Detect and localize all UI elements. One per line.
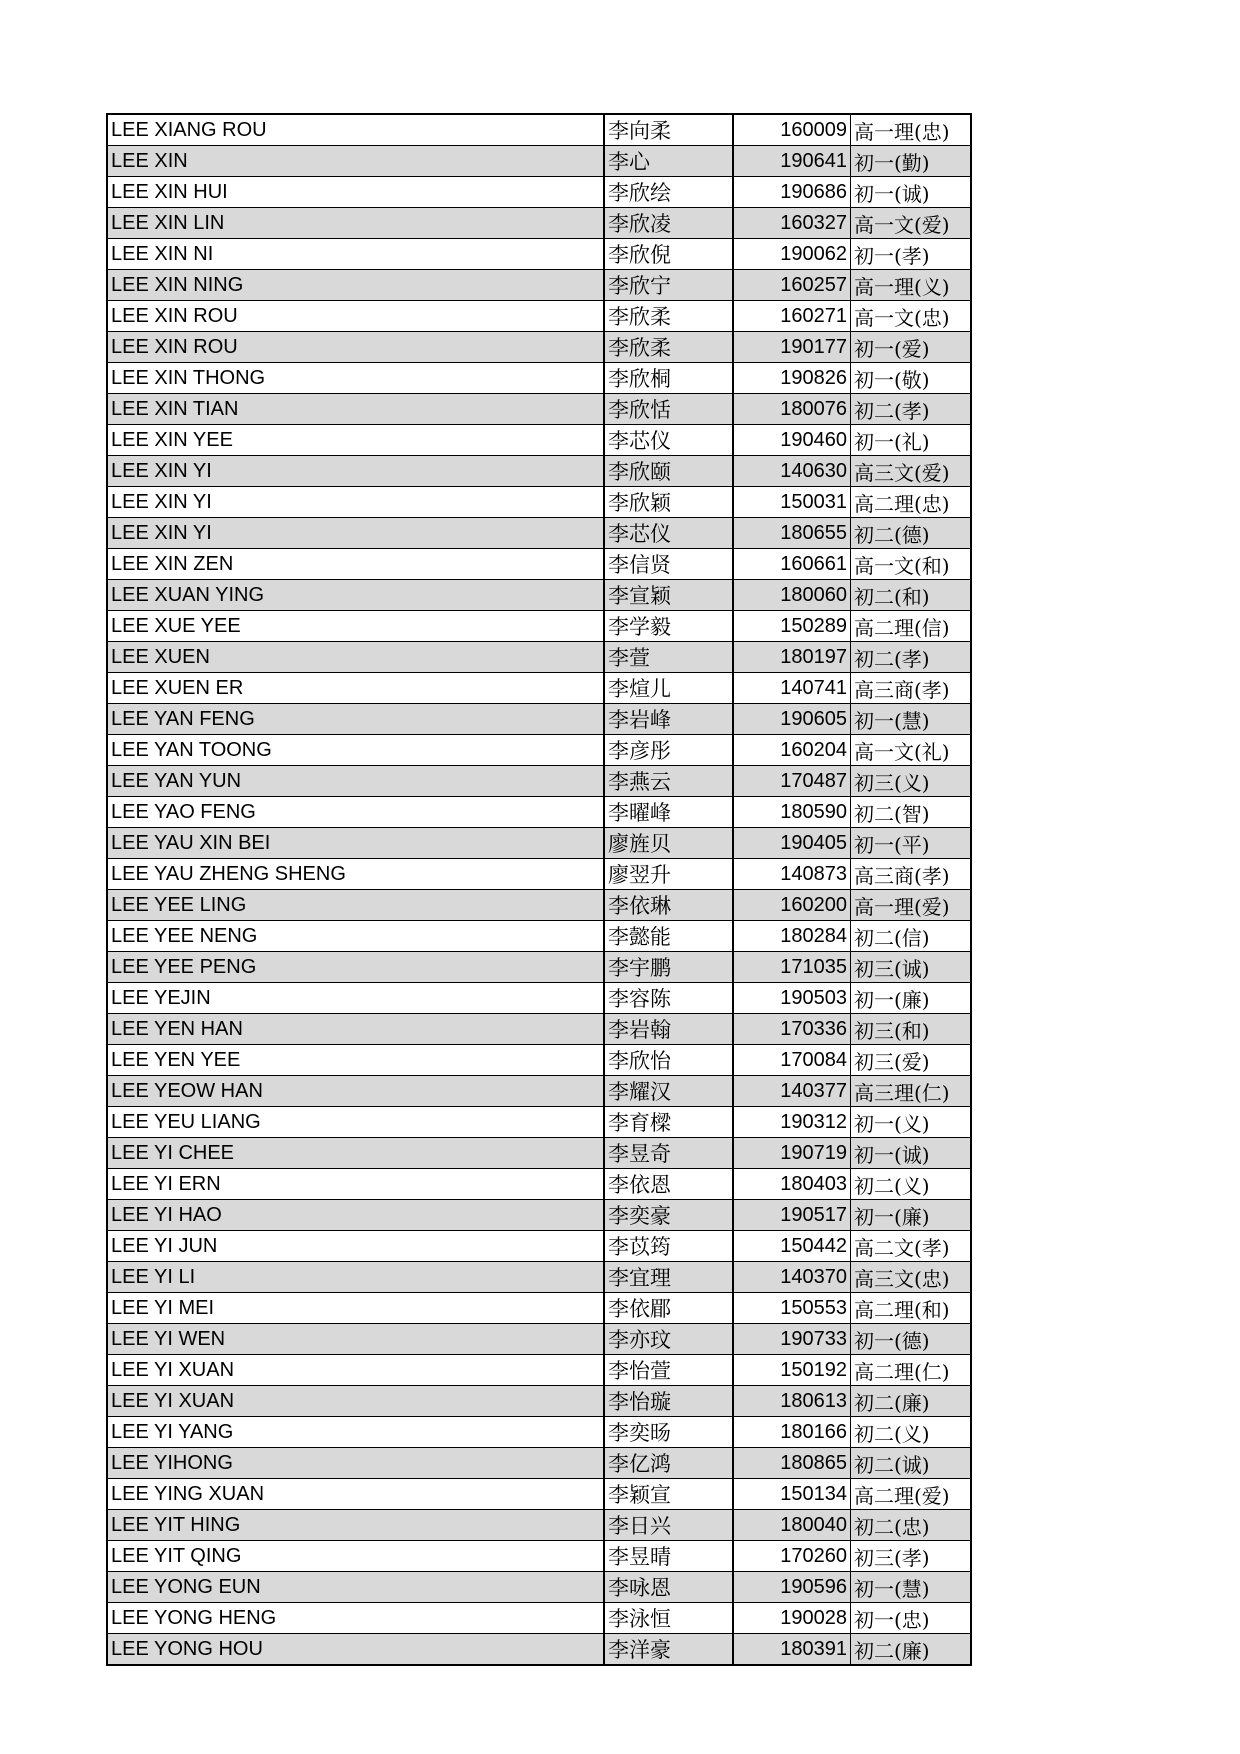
student-name-en: LEE XIN LIN	[107, 208, 604, 239]
student-class: 初三(和)	[851, 1014, 972, 1045]
table-row	[107, 1138, 971, 1169]
student-class: 高二理(信)	[851, 611, 972, 642]
student-name-en: LEE XIANG ROU	[107, 114, 604, 146]
table-row	[107, 766, 971, 797]
student-name-en: LEE XIN YI	[107, 487, 604, 518]
table-row	[107, 1448, 971, 1479]
table-row	[107, 518, 971, 549]
student-name-cn: 李依郿	[604, 1293, 733, 1324]
student-name-en: LEE YAU XIN BEI	[107, 828, 604, 859]
student-name-cn: 李宇鹏	[604, 952, 733, 983]
student-name-en: LEE XIN NING	[107, 270, 604, 301]
student-name-cn: 李欣柔	[604, 332, 733, 363]
student-class: 高三文(忠)	[851, 1262, 972, 1293]
student-name-en: LEE YAN FENG	[107, 704, 604, 735]
student-class: 高一文(忠)	[851, 301, 972, 332]
student-name-en: LEE XIN YI	[107, 518, 604, 549]
student-id: 190641	[733, 146, 851, 177]
student-name-en: LEE YONG HENG	[107, 1603, 604, 1634]
student-name-cn: 李心	[604, 146, 733, 177]
table-row	[107, 394, 971, 425]
student-name-en: LEE XUE YEE	[107, 611, 604, 642]
student-id: 180655	[733, 518, 851, 549]
student-name-cn: 李向柔	[604, 114, 733, 146]
student-class: 高一理(义)	[851, 270, 972, 301]
student-name-cn: 李曜峰	[604, 797, 733, 828]
student-name-cn: 李欣绘	[604, 177, 733, 208]
student-name-cn: 李依琳	[604, 890, 733, 921]
student-name-cn: 李日兴	[604, 1510, 733, 1541]
student-name-en: LEE YEN YEE	[107, 1045, 604, 1076]
table-row	[107, 1355, 971, 1386]
student-id: 190686	[733, 177, 851, 208]
student-name-en: LEE XIN	[107, 146, 604, 177]
student-id: 170487	[733, 766, 851, 797]
table-row	[107, 1293, 971, 1324]
student-class: 初一(孝)	[851, 239, 972, 270]
student-name-cn: 李欣颐	[604, 456, 733, 487]
student-class: 初三(义)	[851, 766, 972, 797]
student-class: 初一(慧)	[851, 704, 972, 735]
student-class: 初三(爱)	[851, 1045, 972, 1076]
student-id: 140873	[733, 859, 851, 890]
table-row	[107, 797, 971, 828]
student-name-en: LEE YING XUAN	[107, 1479, 604, 1510]
student-name-en: LEE YI XUAN	[107, 1386, 604, 1417]
table-row	[107, 239, 971, 270]
student-name-cn: 李育樑	[604, 1107, 733, 1138]
student-name-cn: 李昱奇	[604, 1138, 733, 1169]
student-name-cn: 李信贤	[604, 549, 733, 580]
student-name-en: LEE XIN NI	[107, 239, 604, 270]
student-name-cn: 李怡萱	[604, 1355, 733, 1386]
student-name-cn: 李宜理	[604, 1262, 733, 1293]
student-name-cn: 李学毅	[604, 611, 733, 642]
student-id: 180590	[733, 797, 851, 828]
student-name-en: LEE XIN TIAN	[107, 394, 604, 425]
student-class: 高三商(孝)	[851, 859, 972, 890]
student-class: 高一文(爱)	[851, 208, 972, 239]
table-row	[107, 363, 971, 394]
table-row	[107, 1510, 971, 1541]
table-row	[107, 1231, 971, 1262]
table-row	[107, 146, 971, 177]
student-id: 150192	[733, 1355, 851, 1386]
student-class: 高三商(孝)	[851, 673, 972, 704]
student-id: 180166	[733, 1417, 851, 1448]
student-name-cn: 李欣倪	[604, 239, 733, 270]
student-name-en: LEE YAO FENG	[107, 797, 604, 828]
student-id: 180197	[733, 642, 851, 673]
student-class: 初二(孝)	[851, 642, 972, 673]
student-class: 初三(孝)	[851, 1541, 972, 1572]
table-row	[107, 456, 971, 487]
student-name-en: LEE YEE PENG	[107, 952, 604, 983]
student-name-cn: 李欣恬	[604, 394, 733, 425]
student-name-en: LEE YAU ZHENG SHENG	[107, 859, 604, 890]
student-name-cn: 李欣宁	[604, 270, 733, 301]
student-class: 初一(勤)	[851, 146, 972, 177]
table-row	[107, 859, 971, 890]
student-name-en: LEE YI WEN	[107, 1324, 604, 1355]
student-name-en: LEE YONG HOU	[107, 1634, 604, 1666]
student-name-en: LEE YI YANG	[107, 1417, 604, 1448]
student-name-cn: 廖旌贝	[604, 828, 733, 859]
student-id: 160661	[733, 549, 851, 580]
student-id: 190405	[733, 828, 851, 859]
student-name-cn: 李怡璇	[604, 1386, 733, 1417]
student-name-en: LEE YAN TOONG	[107, 735, 604, 766]
student-name-cn: 李奕旸	[604, 1417, 733, 1448]
student-class: 高二理(和)	[851, 1293, 972, 1324]
table-row	[107, 1324, 971, 1355]
student-id: 150289	[733, 611, 851, 642]
student-name-cn: 李耀汉	[604, 1076, 733, 1107]
student-id: 180403	[733, 1169, 851, 1200]
student-class: 高三文(爱)	[851, 456, 972, 487]
student-name-cn: 李欣柔	[604, 301, 733, 332]
table-row	[107, 1045, 971, 1076]
student-name-cn: 李洋豪	[604, 1634, 733, 1666]
table-row	[107, 1572, 971, 1603]
student-name-en: LEE YI LI	[107, 1262, 604, 1293]
student-name-cn: 李咏恩	[604, 1572, 733, 1603]
student-name-cn: 李岩峰	[604, 704, 733, 735]
student-name-en: LEE YI JUN	[107, 1231, 604, 1262]
table-row	[107, 1107, 971, 1138]
student-class: 高一文(和)	[851, 549, 972, 580]
student-id: 160200	[733, 890, 851, 921]
student-class: 初一(诚)	[851, 177, 972, 208]
student-class: 初一(义)	[851, 1107, 972, 1138]
student-id: 160327	[733, 208, 851, 239]
student-id: 190312	[733, 1107, 851, 1138]
student-class: 初一(平)	[851, 828, 972, 859]
student-name-en: LEE YIT QING	[107, 1541, 604, 1572]
student-name-cn: 李欣怡	[604, 1045, 733, 1076]
student-class: 高一文(礼)	[851, 735, 972, 766]
table-row	[107, 1014, 971, 1045]
student-name-cn: 李燕云	[604, 766, 733, 797]
table-row	[107, 487, 971, 518]
student-id: 140741	[733, 673, 851, 704]
table-row	[107, 611, 971, 642]
student-name-cn: 李煊儿	[604, 673, 733, 704]
student-class: 初二(义)	[851, 1417, 972, 1448]
student-name-en: LEE XUEN ER	[107, 673, 604, 704]
student-id: 190826	[733, 363, 851, 394]
student-id: 140630	[733, 456, 851, 487]
student-class: 初二(和)	[851, 580, 972, 611]
student-class: 初二(德)	[851, 518, 972, 549]
table-row	[107, 1479, 971, 1510]
student-class: 高二文(孝)	[851, 1231, 972, 1262]
student-name-cn: 李芯仪	[604, 425, 733, 456]
student-id: 171035	[733, 952, 851, 983]
student-class: 初二(孝)	[851, 394, 972, 425]
student-name-en: LEE YI CHEE	[107, 1138, 604, 1169]
student-name-cn: 李萱	[604, 642, 733, 673]
student-class: 高二理(忠)	[851, 487, 972, 518]
table-row	[107, 890, 971, 921]
student-class: 初二(廉)	[851, 1634, 972, 1666]
student-id: 160009	[733, 114, 851, 146]
table-row	[107, 1262, 971, 1293]
student-class: 初一(慧)	[851, 1572, 972, 1603]
student-id: 190503	[733, 983, 851, 1014]
table-row	[107, 1603, 971, 1634]
student-name-cn: 李懿能	[604, 921, 733, 952]
student-name-cn: 李彦彤	[604, 735, 733, 766]
student-id: 150031	[733, 487, 851, 518]
student-class: 初一(诚)	[851, 1138, 972, 1169]
table-row	[107, 114, 971, 146]
table-row	[107, 208, 971, 239]
student-id: 150553	[733, 1293, 851, 1324]
student-id: 190733	[733, 1324, 851, 1355]
table-row	[107, 673, 971, 704]
student-id: 150134	[733, 1479, 851, 1510]
student-name-en: LEE XIN ROU	[107, 301, 604, 332]
student-name-cn: 李颖宣	[604, 1479, 733, 1510]
student-name-en: LEE XIN HUI	[107, 177, 604, 208]
student-name-cn: 李宣颖	[604, 580, 733, 611]
student-class: 初一(爱)	[851, 332, 972, 363]
student-name-cn: 李容陈	[604, 983, 733, 1014]
student-class: 初一(廉)	[851, 1200, 972, 1231]
student-id: 180040	[733, 1510, 851, 1541]
table-row	[107, 1076, 971, 1107]
student-id: 180391	[733, 1634, 851, 1666]
student-id: 170336	[733, 1014, 851, 1045]
student-name-en: LEE YEJIN	[107, 983, 604, 1014]
student-name-cn: 李欣凌	[604, 208, 733, 239]
student-class: 初二(智)	[851, 797, 972, 828]
student-class: 初二(信)	[851, 921, 972, 952]
student-name-cn: 李苡筠	[604, 1231, 733, 1262]
student-name-en: LEE XUAN YING	[107, 580, 604, 611]
student-name-cn: 李岩翰	[604, 1014, 733, 1045]
student-name-cn: 李奕豪	[604, 1200, 733, 1231]
student-id: 190719	[733, 1138, 851, 1169]
student-table	[106, 113, 972, 1666]
table-row	[107, 1634, 971, 1666]
student-id: 190460	[733, 425, 851, 456]
student-name-en: LEE YONG EUN	[107, 1572, 604, 1603]
student-name-cn: 李欣颖	[604, 487, 733, 518]
student-id: 170260	[733, 1541, 851, 1572]
table-row	[107, 1169, 971, 1200]
student-name-en: LEE YEN HAN	[107, 1014, 604, 1045]
table-row	[107, 704, 971, 735]
student-class: 初二(廉)	[851, 1386, 972, 1417]
student-name-en: LEE YEU LIANG	[107, 1107, 604, 1138]
student-id: 180060	[733, 580, 851, 611]
student-id: 140370	[733, 1262, 851, 1293]
student-name-cn: 李昱晴	[604, 1541, 733, 1572]
student-name-cn: 李依恩	[604, 1169, 733, 1200]
table-row	[107, 425, 971, 456]
student-class: 初一(廉)	[851, 983, 972, 1014]
student-class: 高三理(仁)	[851, 1076, 972, 1107]
student-class: 初一(礼)	[851, 425, 972, 456]
student-id: 160204	[733, 735, 851, 766]
table-row	[107, 952, 971, 983]
student-class: 初一(敬)	[851, 363, 972, 394]
student-name-en: LEE YI HAO	[107, 1200, 604, 1231]
table-row	[107, 549, 971, 580]
student-name-cn: 李亦玟	[604, 1324, 733, 1355]
student-id: 190605	[733, 704, 851, 735]
student-class: 高一理(爱)	[851, 890, 972, 921]
student-name-en: LEE YEE LING	[107, 890, 604, 921]
student-id: 180284	[733, 921, 851, 952]
student-id: 180613	[733, 1386, 851, 1417]
student-name-en: LEE XIN ROU	[107, 332, 604, 363]
table-row	[107, 983, 971, 1014]
student-id: 150442	[733, 1231, 851, 1262]
table-row	[107, 177, 971, 208]
table-row	[107, 1417, 971, 1448]
student-id: 180865	[733, 1448, 851, 1479]
table-row	[107, 921, 971, 952]
student-id: 160271	[733, 301, 851, 332]
table-row	[107, 301, 971, 332]
student-name-en: LEE XIN ZEN	[107, 549, 604, 580]
student-name-cn: 李芯仪	[604, 518, 733, 549]
table-row	[107, 1200, 971, 1231]
student-name-cn: 廖翌升	[604, 859, 733, 890]
table-row	[107, 735, 971, 766]
student-name-en: LEE XIN YI	[107, 456, 604, 487]
student-class: 初二(义)	[851, 1169, 972, 1200]
student-class: 初二(忠)	[851, 1510, 972, 1541]
student-name-en: LEE YI ERN	[107, 1169, 604, 1200]
student-name-en: LEE XUEN	[107, 642, 604, 673]
student-class: 初一(忠)	[851, 1603, 972, 1634]
student-name-en: LEE YEOW HAN	[107, 1076, 604, 1107]
student-class: 高二理(爱)	[851, 1479, 972, 1510]
student-class: 高一理(忠)	[851, 114, 972, 146]
student-id: 190596	[733, 1572, 851, 1603]
table-row	[107, 1386, 971, 1417]
student-name-en: LEE YIT HING	[107, 1510, 604, 1541]
student-name-cn: 李欣桐	[604, 363, 733, 394]
table-row	[107, 1541, 971, 1572]
table-row	[107, 642, 971, 673]
student-name-en: LEE YI MEI	[107, 1293, 604, 1324]
student-class: 初二(诚)	[851, 1448, 972, 1479]
student-id: 190517	[733, 1200, 851, 1231]
student-table-body	[107, 114, 971, 1665]
student-name-en: LEE XIN YEE	[107, 425, 604, 456]
table-row	[107, 828, 971, 859]
student-name-en: LEE YIHONG	[107, 1448, 604, 1479]
student-id: 140377	[733, 1076, 851, 1107]
student-name-cn: 李泳恒	[604, 1603, 733, 1634]
student-class: 初三(诚)	[851, 952, 972, 983]
student-class: 高二理(仁)	[851, 1355, 972, 1386]
student-id: 190028	[733, 1603, 851, 1634]
table-row	[107, 580, 971, 611]
student-id: 170084	[733, 1045, 851, 1076]
student-id: 190177	[733, 332, 851, 363]
student-id: 180076	[733, 394, 851, 425]
student-name-cn: 李亿鸿	[604, 1448, 733, 1479]
student-id: 160257	[733, 270, 851, 301]
student-name-en: LEE XIN THONG	[107, 363, 604, 394]
student-id: 190062	[733, 239, 851, 270]
student-name-en: LEE YI XUAN	[107, 1355, 604, 1386]
table-row	[107, 332, 971, 363]
table-row	[107, 270, 971, 301]
student-class: 初一(德)	[851, 1324, 972, 1355]
student-name-en: LEE YEE NENG	[107, 921, 604, 952]
student-name-en: LEE YAN YUN	[107, 766, 604, 797]
